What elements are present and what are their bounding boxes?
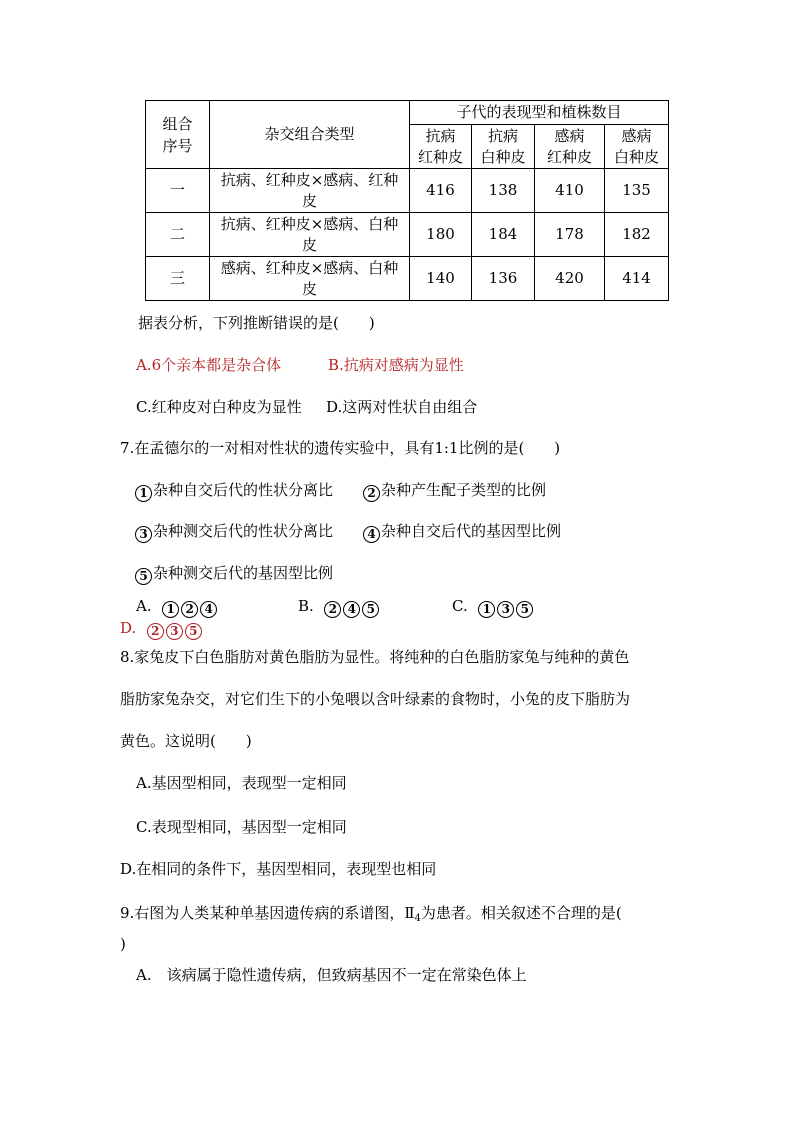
q7-item: 1 杂种自交后代的性状分离比 (134, 480, 333, 502)
circled-number-icon: 1 (135, 485, 152, 502)
row-cross-type: 抗病、红种皮×感病、白种皮 (210, 213, 410, 257)
q7-stem: 7.在孟德尔的一对相对性状的遗传实验中，具有1:1比例的是( ) (120, 439, 561, 457)
q6-option-b: B.抗病对感病为显性 (328, 356, 464, 374)
q6-option-c: C.红种皮对白种皮为显性 (136, 398, 302, 416)
q7-option-d: D. 2 3 5 (120, 618, 203, 640)
circled-number-icon: 5 (362, 601, 379, 618)
row-value: 140 (410, 257, 472, 301)
q8-option-d: D.在相同的条件下，基因型相同，表现型也相同 (120, 860, 437, 878)
header-offspring: 子代的表现型和植株数目 (410, 101, 669, 125)
row-number: 一 (146, 169, 210, 213)
header-cross-type: 杂交组合类型 (210, 101, 410, 169)
q9-option-a: A. 该病属于隐性遗传病，但致病基因不一定在常染色体上 (136, 966, 527, 984)
row-cross-type: 抗病、红种皮×感病、红种皮 (210, 169, 410, 213)
circled-number-icon: 5 (185, 623, 202, 640)
row-value: 135 (605, 169, 669, 213)
circled-number-icon: 2 (181, 601, 198, 618)
q9-stem-line2: ) (120, 935, 126, 953)
q7-option-c: C. 1 3 5 (452, 596, 534, 618)
q8-stem-line2: 脂肪家兔杂交，对它们生下的小兔喂以含叶绿素的食物时，小兔的皮下脂肪为 (120, 690, 631, 708)
row-value: 138 (472, 169, 535, 213)
q8-option-a: A.基因型相同，表现型一定相同 (136, 774, 347, 792)
q7-item: 3 杂种测交后代的性状分离比 (134, 521, 333, 543)
q9-stem-line1: 9.右图为人类某种单基因遗传病的系谱图，$Ⅱ_4$为患者。相关叙述不合理的是( (120, 904, 622, 924)
subheader-cell: 感病 红种皮 (535, 125, 605, 169)
circled-number-icon: 5 (135, 568, 152, 585)
row-number: 二 (146, 213, 210, 257)
q7-item: 2 杂种产生配子类型的比例 (362, 480, 546, 502)
q8-stem-line3: 黄色。这说明( ) (120, 732, 252, 750)
row-cross-type: 感病、红种皮×感病、白种皮 (210, 257, 410, 301)
table-row (146, 169, 669, 213)
q8-option-c: C.表现型相同，基因型一定相同 (136, 818, 347, 836)
circled-number-icon: 2 (324, 601, 341, 618)
header-group-number: 组合序号 (146, 101, 210, 169)
q7-option-b: B. 2 4 5 (298, 596, 380, 618)
row-value: 420 (535, 257, 605, 301)
circled-number-icon: 3 (135, 526, 152, 543)
row-value: 178 (535, 213, 605, 257)
circled-number-icon: 2 (363, 485, 380, 502)
q6-stem: 据表分析，下列推断错误的是( ) (138, 314, 375, 332)
results-table (145, 100, 669, 301)
row-value: 414 (605, 257, 669, 301)
circled-number-icon: 4 (363, 526, 380, 543)
q8-stem-line1: 8.家兔皮下白色脂肪对黄色脂肪为显性。将纯种的白色脂肪家兔与纯种的黄色 (120, 648, 630, 666)
row-value: 180 (410, 213, 472, 257)
circled-number-icon: 1 (478, 601, 495, 618)
subheader-cell: 抗病 白种皮 (472, 125, 535, 169)
row-value: 410 (535, 169, 605, 213)
q6-option-d: D.这两对性状自由组合 (326, 398, 478, 416)
circled-number-icon: 3 (497, 601, 514, 618)
table-row (146, 257, 669, 301)
row-number: 三 (146, 257, 210, 301)
subheader-cell: 感病 白种皮 (605, 125, 669, 169)
table-row (146, 213, 669, 257)
q7-item: 4 杂种自交后代的基因型比例 (362, 521, 561, 543)
circled-number-icon: 1 (162, 601, 179, 618)
circled-number-icon: 3 (166, 623, 183, 640)
q7-option-a: A. 1 2 4 (136, 596, 218, 618)
table-header-row (146, 101, 669, 125)
q6-option-a: A.6个亲本都是杂合体 (136, 356, 282, 374)
row-value: 184 (472, 213, 535, 257)
circled-number-icon: 2 (147, 623, 164, 640)
circled-number-icon: 4 (200, 601, 217, 618)
circled-number-icon: 5 (516, 601, 533, 618)
row-value: 136 (472, 257, 535, 301)
row-value: 416 (410, 169, 472, 213)
row-value: 182 (605, 213, 669, 257)
subheader-cell: 抗病 红种皮 (410, 125, 472, 169)
q7-item: 5 杂种测交后代的基因型比例 (134, 563, 333, 585)
circled-number-icon: 4 (343, 601, 360, 618)
